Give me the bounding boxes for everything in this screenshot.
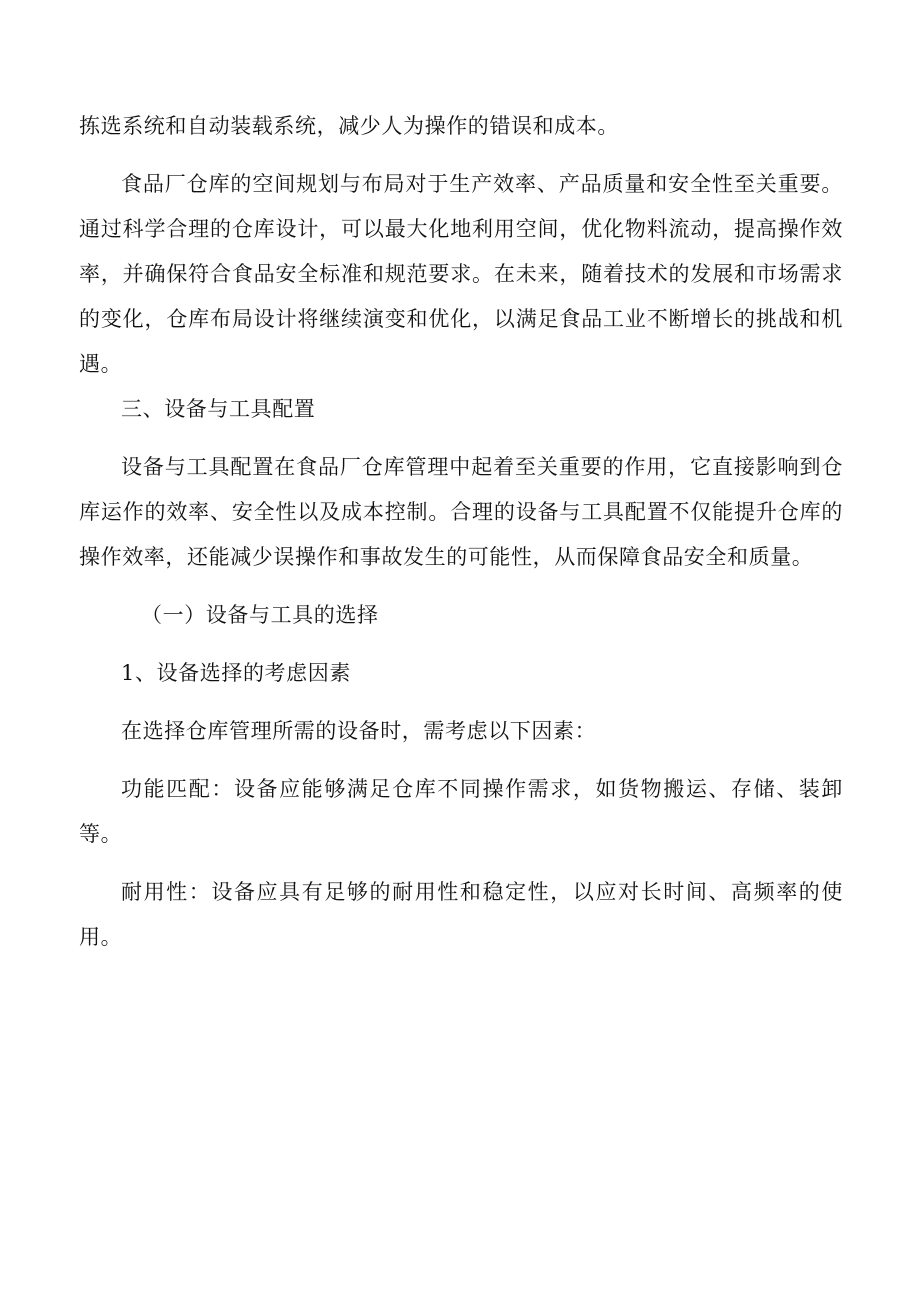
paragraph-continuation: 拣选系统和自动装载系统，减少人为操作的错误和成本。 xyxy=(79,114,619,138)
section-heading-equipment-tools: 三、设备与工具配置 xyxy=(121,397,316,421)
paragraph-function-match: 功能匹配：设备应能够满足仓库不同操作需求，如货物搬运、存储、装卸等。 xyxy=(79,777,843,846)
subsection-heading-selection: （一）设备与工具的选择 xyxy=(141,603,379,627)
document-body xyxy=(79,104,843,960)
paragraph-durability: 耐用性：设备应具有足够的耐用性和稳定性，以应对长时间、高频率的使用。 xyxy=(79,880,843,949)
paragraph-selection-intro: 在选择仓库管理所需的设备时，需考虑以下因素： xyxy=(121,719,597,743)
item-heading-selection-factors: 1、设备选择的考虑因素 xyxy=(121,661,351,685)
paragraph-warehouse-layout-summary: 食品厂仓库的空间规划与布局对于生产效率、产品质量和安全性至关重要。通过科学合理的仓库设计，可以最大化地利用空间，优化物料流动，提高操作效率，并确保符合食品安全标准和规范要求。在未来，随着技术的发展和市场需求的变化，仓库布局设计将继续演变和优化，以满足食品工业不断增长的挑战和机遇。 xyxy=(79,172,843,376)
paragraph-equipment-intro: 设备与工具配置在食品厂仓库管理中起着至关重要的作用，它直接影响到仓库运作的效率、安全性以及成本控制。合理的设备与工具配置不仅能提升仓库的操作效率，还能减少误操作和事故发生的可能性，从而保障食品安全和质量。 xyxy=(79,455,843,569)
